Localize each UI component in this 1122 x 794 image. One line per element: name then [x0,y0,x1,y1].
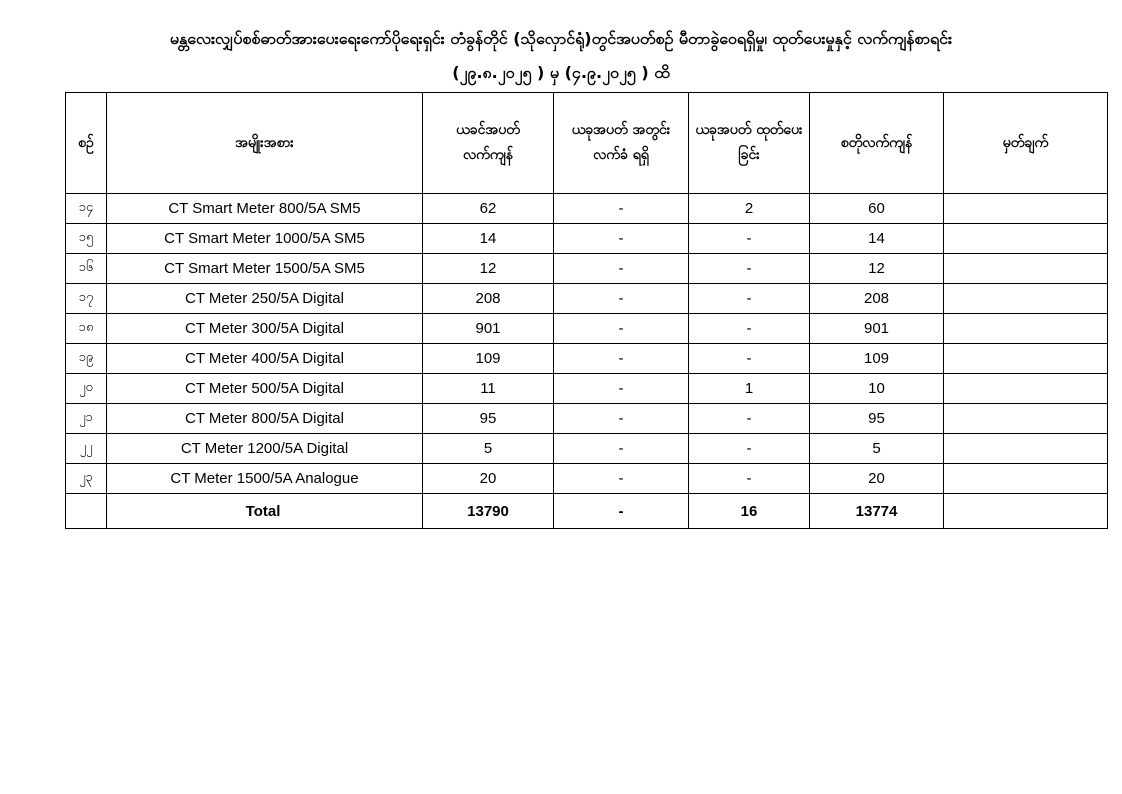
header-item-type: အမျိုးအစား [107,93,423,194]
header-remarks: မှတ်ချက် [944,93,1108,194]
total-row [66,494,1108,529]
cell-received: - [554,314,689,344]
cell-item: CT Meter 500/5A Digital [107,374,423,404]
cell-serial: ၁၉ [66,344,107,374]
table-row [66,434,1108,464]
cell-remark [944,194,1108,224]
cell-item: CT Smart Meter 1500/5A SM5 [107,254,423,284]
cell-serial: ၁၄ [66,194,107,224]
cell-received: - [554,344,689,374]
table-row [66,224,1108,254]
total-issued: 16 [689,494,810,529]
cell-serial: ၂၀ [66,374,107,404]
cell-remark [944,344,1108,374]
cell-balance: 109 [810,344,944,374]
cell-balance: 5 [810,434,944,464]
header-serial: စဉ် [66,93,107,194]
cell-item: CT Meter 250/5A Digital [107,284,423,314]
stock-table [65,92,1108,529]
cell-received: - [554,194,689,224]
cell-issued: - [689,284,810,314]
table-row [66,194,1108,224]
cell-previous: 109 [423,344,554,374]
cell-serial: ၁၈ [66,314,107,344]
cell-received: - [554,434,689,464]
cell-remark [944,434,1108,464]
cell-remark [944,314,1108,344]
cell-balance: 14 [810,224,944,254]
cell-previous: 5 [423,434,554,464]
cell-received: - [554,464,689,494]
table-row [66,404,1108,434]
cell-serial: ၂၁ [66,404,107,434]
total-remark [944,494,1108,529]
total-label: Total [107,494,423,529]
cell-balance: 20 [810,464,944,494]
cell-issued: - [689,254,810,284]
cell-previous: 95 [423,404,554,434]
table-row [66,284,1108,314]
cell-balance: 10 [810,374,944,404]
cell-balance: 95 [810,404,944,434]
table-row [66,344,1108,374]
cell-balance: 901 [810,314,944,344]
cell-received: - [554,404,689,434]
cell-issued: - [689,434,810,464]
cell-remark [944,404,1108,434]
cell-remark [944,374,1108,404]
cell-previous: 20 [423,464,554,494]
cell-serial: ၂၃ [66,464,107,494]
cell-previous: 62 [423,194,554,224]
cell-balance: 208 [810,284,944,314]
table-row [66,314,1108,344]
cell-item: CT Meter 1200/5A Digital [107,434,423,464]
cell-item: CT Meter 400/5A Digital [107,344,423,374]
total-received: - [554,494,689,529]
table-row [66,374,1108,404]
cell-serial: ၁၇ [66,284,107,314]
cell-previous: 901 [423,314,554,344]
cell-item: CT Meter 1500/5A Analogue [107,464,423,494]
cell-received: - [554,374,689,404]
cell-issued: - [689,224,810,254]
cell-serial [66,494,107,529]
cell-previous: 208 [423,284,554,314]
total-balance: 13774 [810,494,944,529]
report-date-range: (၂၉.၈.၂၀၂၅ ) မှ (၄.၉.၂၀၂၅ ) ထိ [452,63,670,82]
cell-issued: - [689,404,810,434]
cell-item: CT Meter 800/5A Digital [107,404,423,434]
report-title: မန္တလေးလျှပ်စစ်ဓာတ်အားပေးရေးကော်ပိုရေးရှင်း တံခွန်တိုင် (သိုလှောင်ရုံ)တွင်အပတ်စဉ် မီတာခွဲဝေရရှိမှု၊ ထုတ်ပေးမှုနှင့် လက်ကျန်စာရင်း [169,29,953,48]
cell-received: - [554,254,689,284]
cell-issued: 1 [689,374,810,404]
cell-remark [944,254,1108,284]
cell-remark [944,464,1108,494]
total-previous: 13790 [423,494,554,529]
cell-received: - [554,284,689,314]
cell-previous: 14 [423,224,554,254]
cell-remark [944,284,1108,314]
cell-issued: - [689,464,810,494]
header-issued: ယခုအပတ် ထုတ်ပေးခြင်း [689,93,810,194]
cell-balance: 12 [810,254,944,284]
header-previous-balance: ယခင်အပတ် လက်ကျန် [423,93,554,194]
cell-previous: 11 [423,374,554,404]
table-header-row [66,93,1108,194]
cell-balance: 60 [810,194,944,224]
cell-previous: 12 [423,254,554,284]
header-received: ယခုအပတ် အတွင်းလက်ခံ ရရှိ [554,93,689,194]
cell-received: - [554,224,689,254]
cell-serial: ၁၆ [66,254,107,284]
table-row [66,254,1108,284]
cell-serial: ၂၂ [66,434,107,464]
cell-issued: 2 [689,194,810,224]
cell-item: CT Meter 300/5A Digital [107,314,423,344]
cell-remark [944,224,1108,254]
cell-item: CT Smart Meter 800/5A SM5 [107,194,423,224]
cell-serial: ၁၅ [66,224,107,254]
table-row [66,464,1108,494]
cell-item: CT Smart Meter 1000/5A SM5 [107,224,423,254]
cell-issued: - [689,314,810,344]
cell-issued: - [689,344,810,374]
header-store-balance: စတိုလက်ကျန် [810,93,944,194]
